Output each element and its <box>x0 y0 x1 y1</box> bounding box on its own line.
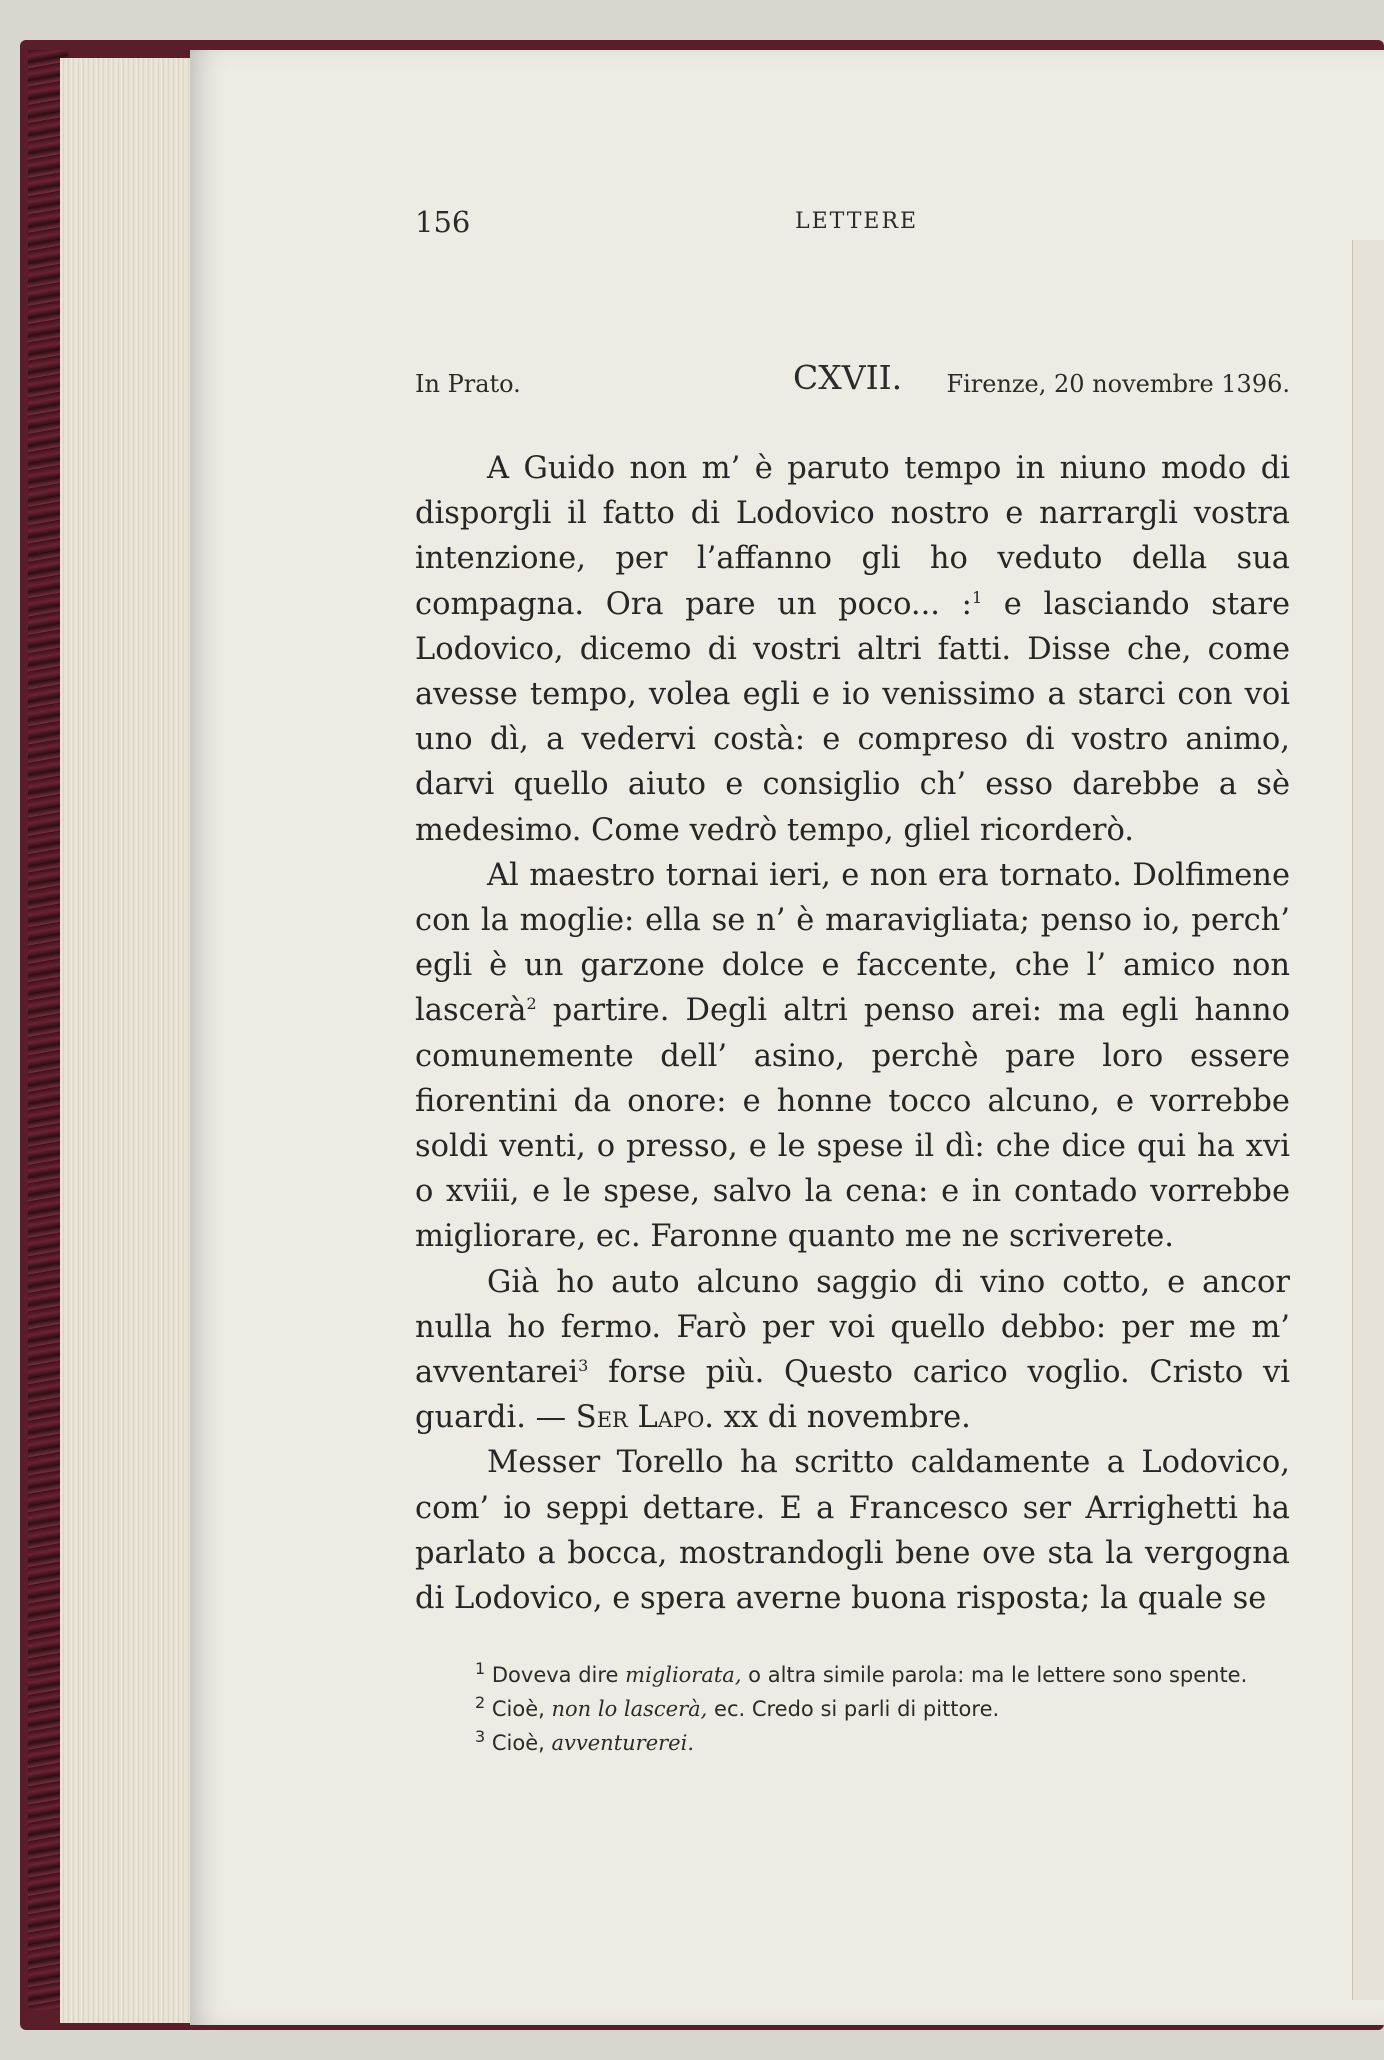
footnote-ref: 3 <box>578 1355 589 1375</box>
footnote-italic: non lo lascerà, <box>551 1697 708 1721</box>
footnote-text: Cioè, <box>491 1731 552 1755</box>
footnote-text: ec. Credo si parli di pittore. <box>707 1697 1000 1721</box>
footnote-mark: 2 <box>475 1693 486 1712</box>
text-run: forse più. Questo carico voglio. Cristo vi guardi. — <box>415 1355 1290 1436</box>
text-run: Messer Torello ha scritto caldamente a Lodovico, com’ io seppi dettare. E a Francesco ser Arrighetti ha parlato a bocca, mostrandogli bene ove sta la vergogna di Lodovico, e spera averne buona risposta; la quale se <box>415 1445 1290 1617</box>
footnote-mark: 3 <box>475 1727 486 1746</box>
footnote-italic: migliorata, <box>625 1663 742 1687</box>
page-header <box>415 205 1290 245</box>
signature: Ser Lapo <box>575 1400 705 1436</box>
footnote <box>415 1726 1290 1760</box>
text-run: A Guido non m’ è paruto tempo in niuno modo di disporgli il fatto di Lodovico nostro e narrargli vostra intenzione, per l’affanno gli ho veduto della sua compagna. Ora pare un poco... : <box>415 451 1290 622</box>
footnote-text: Cioè, <box>491 1697 552 1721</box>
recipient: In Prato. <box>415 370 521 398</box>
footnote-ref: 2 <box>526 994 537 1014</box>
letter-number: CXVII. <box>793 358 903 397</box>
footnote-mark: 1 <box>475 1659 486 1678</box>
footnote-italic: avventurerei. <box>551 1731 694 1755</box>
page-number: 156 <box>415 205 471 239</box>
letter-heading <box>415 358 1290 408</box>
text-run: Al maestro tornai ieri, e non era tornato. Dolfimene con la moglie: ella se n’ è maravigliata; penso io, perch’ egli è un garzone dolce e faccente, che l’ amico non lascerà <box>415 857 1290 1029</box>
paragraph <box>415 853 1290 1260</box>
running-head: LETTERE <box>795 209 919 234</box>
footnote <box>415 1658 1290 1692</box>
footnote-text: o altra simile parola: ma le lettere sono spente. <box>741 1663 1248 1687</box>
footnote <box>415 1692 1290 1726</box>
text-run: Già ho auto alcuno saggio di vino cotto, e ancor nulla ho fermo. Farò per voi quello debbo: per me m’ avventarei <box>415 1264 1290 1391</box>
paragraph <box>415 1260 1290 1441</box>
text-run: . xx di novembre. <box>704 1400 971 1436</box>
paragraph <box>415 1440 1290 1621</box>
text-run: partire. Degli altri penso arei: ma egli hanno comunemente dell’ asino, perchè pare loro essere fiorentini da onore: e honne tocco alcuno, e vorrebbe soldi venti, o presso, e le spese il dì: che dice qui ha xvi o xviii, e le spese, salvo la cena: e in contado vorrebbe migliorare, ec. Faronne quanto me ne scriverete. <box>415 993 1290 1255</box>
place-date: Firenze, 20 novembre 1396. <box>946 370 1290 398</box>
next-page-edge <box>1352 240 1384 2000</box>
paragraph <box>415 446 1290 853</box>
letter-body <box>415 446 1290 1621</box>
text-run: e lasciando stare Lodovico, dicemo di vostri altri fatti. Disse che, come avesse tempo, volea egli e io venissimo a starci con voi uno dì, a vedervi costà: e compreso di vostro animo, darvi quello aiuto e consiglio ch’ esso darebbe a sè medesimo. Come vedrò tempo, gliel ricorderò. <box>415 586 1290 848</box>
footnotes <box>415 1658 1290 1760</box>
footnote-text: Doveva dire <box>491 1663 626 1687</box>
footnote-ref: 1 <box>971 587 983 607</box>
page-edges <box>60 58 201 2023</box>
